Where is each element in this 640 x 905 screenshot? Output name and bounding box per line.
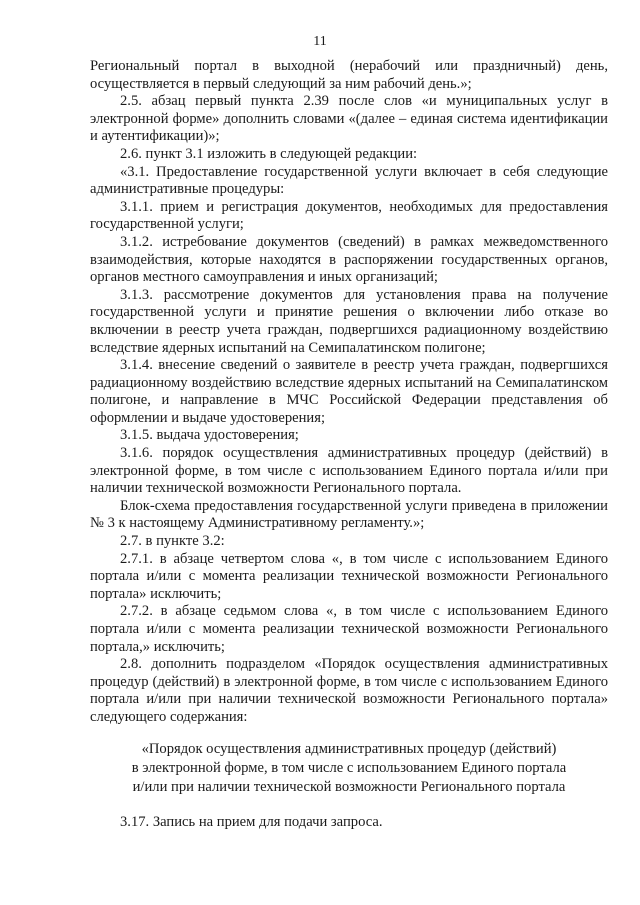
paragraph: 2.7.2. в абзаце седьмом слова «, в том числе с использованием Единого портала и/или с момента реализации технической возможности Регионального портала,» исключить; <box>90 603 608 655</box>
paragraph: 2.6. пункт 3.1 изложить в следующей редакции: <box>120 145 418 162</box>
paragraph: 3.1.5. выдача удостоверения; <box>120 427 299 444</box>
heading-line: и/или при наличии технической возможности Регионального портала <box>132 779 566 795</box>
paragraph: 2.5. абзац первый пункта 2.39 после слов «и муниципальных услуг в электронной форме» дополнить словами «(далее – единая система идентификации и аутентификации)»; <box>90 93 608 145</box>
paragraph: Блок-схема предоставления государственной услуги приведена в приложении № 3 к настоящему Административному регламенту.»; <box>90 497 608 532</box>
subsection-heading <box>90 740 608 797</box>
page-number: 11 <box>313 34 327 49</box>
paragraph: 3.17. Запись на прием для подачи запроса. <box>120 814 383 830</box>
paragraph: «3.1. Предоставление государственной услуги включает в себя следующие административные процедуры: <box>90 163 608 198</box>
paragraph: 3.1.4. внесение сведений о заявителе в реестр учета граждан, подвергшихся радиационному воздействию вследствие ядерных испытаний на Семипалатинском полигоне, и направление в МЧС Российской Федерации представления об оформлении и выдаче удостоверения; <box>90 357 608 426</box>
paragraph: 3.1.6. порядок осуществления административных процедур (действий) в электронной форме, в том числе с использованием Единого портала и/или при наличии технической возможности Регионального портала. <box>90 445 608 497</box>
paragraph: Региональный портал в выходной (нерабочий или праздничный) день, осуществляется в первый следующий за ним рабочий день.»; <box>90 58 608 92</box>
heading-line: в электронной форме, в том числе с использованием Единого портала <box>131 760 567 776</box>
paragraph: 3.1.3. рассмотрение документов для установления права на получение государственной услуги и принятие решения о включении либо отказе во включении в реестр учета граждан, подвергшихся радиационному воздействию вследствие ядерных испытаний на Семипалатинском полигоне; <box>90 286 608 356</box>
paragraph: 2.8. дополнить подразделом «Порядок осуществления административных процедур (действий) в электронной форме, в том числе с использованием Единого портала и/или при наличии технической возможности Регионального портала» следующего содержания: <box>90 656 608 725</box>
paragraph: 2.7.1. в абзаце четвертом слова «, в том числе с использованием Единого портала и/или с момента реализации технической возможности Регионального портала» исключить; <box>90 550 608 602</box>
document-body <box>90 58 608 727</box>
paragraph: 3.1.1. прием и регистрация документов, необходимых для предоставления государственной услуги; <box>90 198 608 233</box>
paragraph: 2.7. в пункте 3.2: <box>120 533 225 550</box>
heading-line: «Порядок осуществления административных процедур (действий) <box>141 741 557 757</box>
paragraph: 3.1.2. истребование документов (сведений) в рамках межведомственного взаимодействия, которые находятся в распоряжении государственных органов, органов местного самоуправления и иных организаций; <box>90 233 608 286</box>
